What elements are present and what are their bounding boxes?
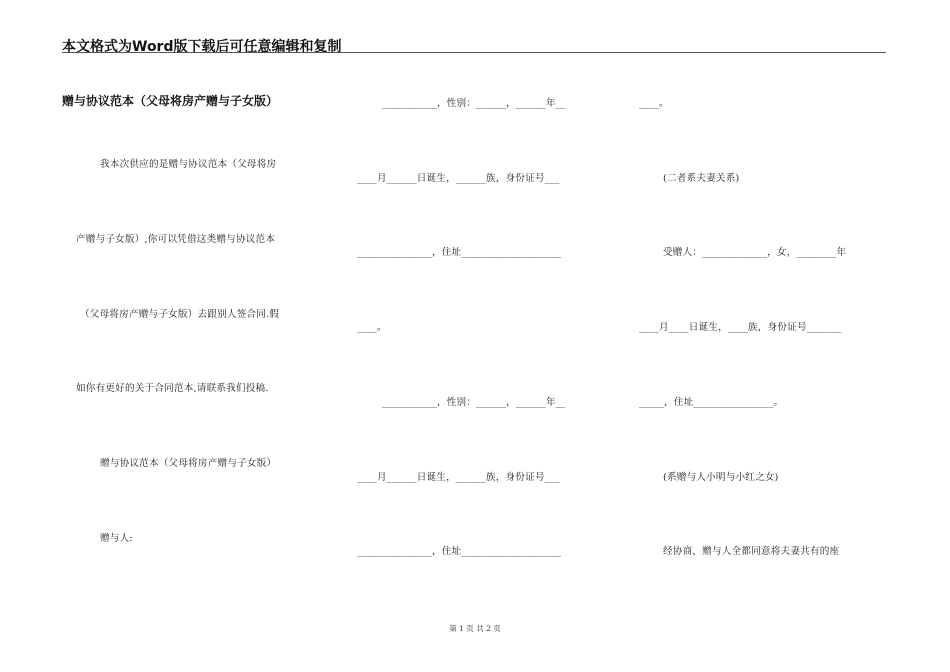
col3-line-1: ____。 [639,98,669,109]
col2-line-3: _______________，住址____________________ [357,247,562,258]
col2-line-6: ____月______日诞生，______族，身份证号___ [357,472,560,483]
col1-line-5: 赠与协议范本（父母将房产赠与子女版） [100,458,277,469]
col1-line-6: 赠与人: [100,533,133,544]
col2-line-5: ___________，性别：______，______年__ [382,397,566,408]
col1-line-4: 如你有更好的关于合同范本,请联系我们投稿. [76,383,269,394]
col2-line-7: _______________，住址____________________ [357,546,562,557]
col3-line-2: (二者系夫妻关系) [663,173,740,184]
col2-line-2: ____月______日诞生，______族，身份证号___ [357,173,560,184]
document-header-title: 本文格式为Word版下载后可任意编辑和复制 [62,39,342,55]
col3-line-4: ____月____日诞生，____族，身份证号_______ [639,322,842,333]
col3-line-5: _____，住址________________。 [639,397,784,408]
col2-line-1: ___________，性别：______，______年__ [382,98,566,109]
col3-line-6: (系赠与人小明与小红之女) [663,472,779,483]
col2-line-4: ____。 [357,322,387,333]
col1-line-2: 产赠与子女版）,你可以凭借这类赠与协议范本 [76,234,276,245]
header-divider [62,52,886,53]
col3-line-7: 经协商，赠与人全都同意将夫妻共有的座 [663,546,840,557]
col1-line-3: （父母将房产赠与子女版）去跟别人签合同.假 [80,309,280,320]
col3-line-3: 受赠人：_____________，女，________年 [663,247,847,258]
page-indicator: 第 1 页 共 2 页 [449,624,501,633]
document-title: 赠与协议范本（父母将房产赠与子女版） [62,94,279,108]
col1-line-1: 我本次供应的是赠与协议范本（父母将房 [100,159,277,170]
